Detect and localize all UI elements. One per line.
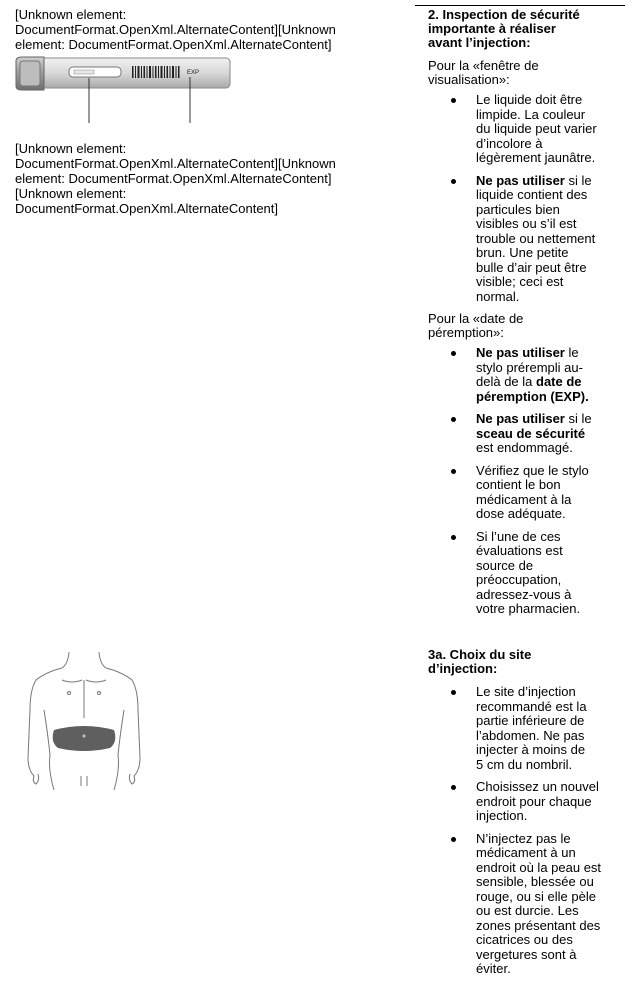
section-3a-heading: 3a. Choix du site d’injection: — [428, 647, 532, 676]
unknown-element-text-1 — [15, 7, 385, 52]
list-item: Si l’une de ces évaluations est source de préoccupation, adressez-vous à votre pharmacien. — [428, 530, 623, 617]
text-line: DocumentFormat.OpenXml.AlternateContent][Unknown — [15, 22, 336, 37]
text-line: DocumentFormat.OpenXml.AlternateContent] — [15, 201, 279, 216]
text-line: [Unknown element: — [15, 7, 127, 22]
list-item: Choisissez un nouvel endroit pour chaque injection. — [428, 780, 623, 824]
prefilled-pen-illustration — [14, 55, 234, 125]
date-intro: Pour la «date de péremption»: — [428, 311, 524, 340]
text-line: [Unknown element: — [15, 141, 127, 156]
list-item: Ne pas utiliser si le liquide contient des particules bien visibles ou s’il est trouble ou nettement brun. Une petite bulle d’air peut être visible; ceci est normal. — [428, 174, 623, 305]
list-item: Ne pas utiliser le stylo prérempli au- delà de la date de péremption (EXP). — [428, 346, 623, 404]
top-rule — [415, 5, 625, 6]
text-line: element: DocumentFormat.OpenXml.AlternateContent] — [15, 37, 332, 52]
barcode — [132, 66, 180, 78]
window-intro: Pour la «fenêtre de visualisation»: — [428, 58, 539, 87]
text-line: [Unknown element: — [15, 186, 127, 201]
list-item: Le liquide doit être limpide. La couleur du liquide peut varier d’incolore à légèrement jaunâtre. — [428, 93, 623, 166]
injection-site-illustration — [24, 650, 144, 790]
list-item: Ne pas utiliser si le sceau de sécurité est endommagé. — [428, 412, 623, 456]
section-3a-injection-site — [428, 648, 623, 985]
exp-label: EXP — [187, 70, 200, 76]
unknown-element-text-2 — [15, 141, 385, 216]
list-item: N’injectez pas le médicament à un endroit où la peau est sensible, blessée ou rouge, ou si elle pèle ou est durcie. Les zones présentant des cicatrices ou des vergetures sont à éviter. — [428, 832, 623, 977]
list-item: Le site d’injection recommandé est la partie inférieure de l’abdomen. Ne pas injecter à moins de 5 cm du nombril. — [428, 685, 623, 772]
text-line: DocumentFormat.OpenXml.AlternateContent][Unknown — [15, 156, 336, 171]
section-2-heading: 2. Inspection de sécurité importante à réaliser avant l’injection: — [428, 7, 580, 50]
list-item: Vérifiez que le stylo contient le bon médicament à la dose adéquate. — [428, 464, 623, 522]
section-2-safety-inspection — [428, 8, 623, 625]
text-line: element: DocumentFormat.OpenXml.AlternateContent] — [15, 171, 332, 186]
